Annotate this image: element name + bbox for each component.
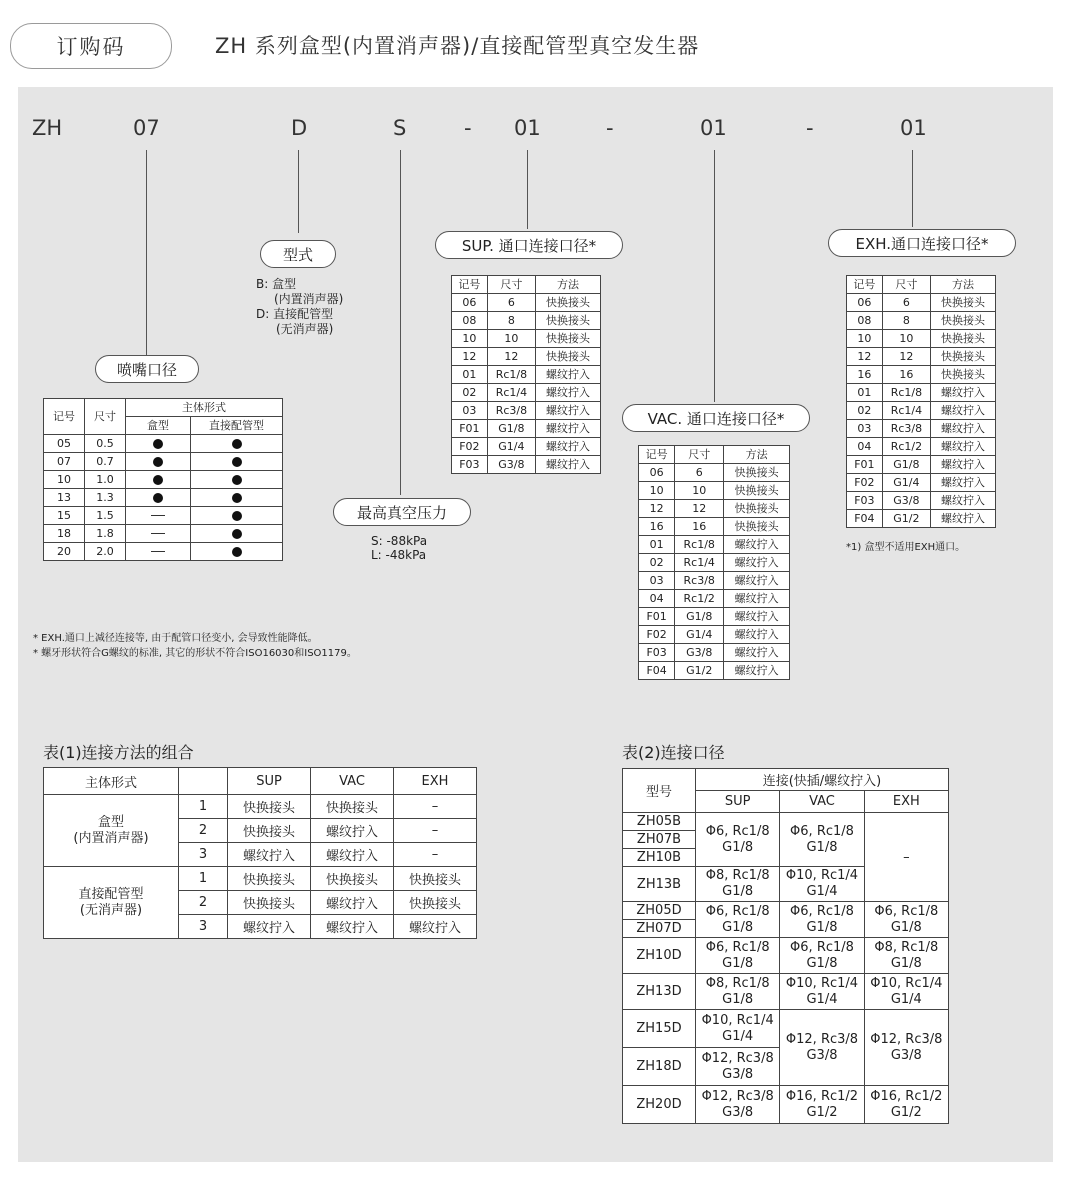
available-dot-icon xyxy=(153,475,163,485)
sup-table-row: F02 G1/4 螺纹拧入 xyxy=(452,438,601,456)
sup-table-row: 12 12 快换接头 xyxy=(452,348,601,366)
code-vac: 01 xyxy=(700,116,727,140)
page-title: ZH 系列盒型(内置消声器)/直接配管型真空发生器 xyxy=(215,34,700,58)
vac-table-row: F03 G3/8 螺纹拧入 xyxy=(639,644,790,662)
nozzle-table: 记号 尺寸 主体形式 盒型 直接配管型 05 0.5 07 0.7 10 1.0 13 1.3 15 1.5 18 1.8 20 2.0 xyxy=(43,398,283,561)
sup-table-header-row: 记号 尺寸 方法 xyxy=(452,276,601,294)
exh-port-table xyxy=(846,275,996,528)
exh-label: EXH.通口连接口径* xyxy=(828,229,1016,257)
exh-table-row: 12 12 快换接头 xyxy=(847,348,996,366)
exh-table-row: F02 G1/4 螺纹拧入 xyxy=(847,474,996,492)
sup-table-row: 01 Rc1/8 螺纹拧入 xyxy=(452,366,601,384)
exh-table-row: F03 G3/8 螺纹拧入 xyxy=(847,492,996,510)
order-code-badge: 订购码 xyxy=(10,23,172,69)
available-dot-icon xyxy=(153,493,163,503)
unavailable-dash-icon xyxy=(151,533,165,534)
type-label: 型式 xyxy=(260,240,336,268)
vac-table-row: 12 12 快换接头 xyxy=(639,500,790,518)
available-dot-icon xyxy=(153,439,163,449)
nozzle-row: 05 0.5 xyxy=(44,435,283,453)
vac-label: VAC. 通口连接口径* xyxy=(622,404,810,432)
table1-title: 表(1)连接方法的组合 xyxy=(43,743,194,762)
exh-table-row: 01 Rc1/8 螺纹拧入 xyxy=(847,384,996,402)
vac-table-header-row: 记号 尺寸 方法 xyxy=(639,446,790,464)
table2-title: 表(2)连接口径 xyxy=(622,743,725,762)
exh-table-header-row: 记号 尺寸 方法 xyxy=(847,276,996,294)
sup-table-row: 08 8 快换接头 xyxy=(452,312,601,330)
code-dash-2: - xyxy=(606,116,614,140)
available-dot-icon xyxy=(153,457,163,467)
code-dash-3: - xyxy=(806,116,814,140)
vac-table-row: F04 G1/2 螺纹拧入 xyxy=(639,662,790,680)
nozzle-row: 07 0.7 xyxy=(44,453,283,471)
sup-table-row: F03 G3/8 螺纹拧入 xyxy=(452,456,601,474)
vac-connector-line xyxy=(714,150,715,402)
code-vacuum: S xyxy=(393,116,407,140)
available-dot-icon xyxy=(232,547,242,557)
sup-table-row: 10 10 快换接头 xyxy=(452,330,601,348)
exh-table-row: 03 Rc3/8 螺纹拧入 xyxy=(847,420,996,438)
vac-port-table xyxy=(638,445,790,680)
exh-table-row: 16 16 快换接头 xyxy=(847,366,996,384)
exh-footnote: *1) 盒型不适用EXH通口。 xyxy=(846,542,966,553)
exh-table-row: 02 Rc1/4 螺纹拧入 xyxy=(847,402,996,420)
sup-table-row: 03 Rc3/8 螺纹拧入 xyxy=(452,402,601,420)
sup-connector-line xyxy=(527,150,528,229)
vac-table-row: F02 G1/4 螺纹拧入 xyxy=(639,626,790,644)
exh-table-row: 10 10 快换接头 xyxy=(847,330,996,348)
note-1: * EXH.通口上减径连接等, 由于配管口径变小, 会导致性能降低。 xyxy=(33,633,318,644)
nozzle-row: 18 1.8 xyxy=(44,525,283,543)
exh-table-row: F04 G1/2 螺纹拧入 xyxy=(847,510,996,528)
available-dot-icon xyxy=(232,511,242,521)
vac-table-row: 06 6 快换接头 xyxy=(639,464,790,482)
vac-table-row: 01 Rc1/8 螺纹拧入 xyxy=(639,536,790,554)
vac-table-row: 03 Rc3/8 螺纹拧入 xyxy=(639,572,790,590)
exh-connector-line xyxy=(912,150,913,227)
sup-table-row: F01 G1/8 螺纹拧入 xyxy=(452,420,601,438)
exh-table-row: 08 8 快换接头 xyxy=(847,312,996,330)
exh-table-row: F01 G1/8 螺纹拧入 xyxy=(847,456,996,474)
vac-table-row: 16 16 快换接头 xyxy=(639,518,790,536)
code-series: ZH xyxy=(32,116,63,140)
code-type: D xyxy=(291,116,308,140)
nozzle-connector-line xyxy=(146,150,147,355)
available-dot-icon xyxy=(232,457,242,467)
vac-table-row: F01 G1/8 螺纹拧入 xyxy=(639,608,790,626)
nozzle-row: 10 1.0 xyxy=(44,471,283,489)
table2: 型号 连接(快插/螺纹拧入) SUP VAC EXH ZH05B Φ6, Rc1/8 G1/8 Φ6, Rc1/8 G1/8 – ZH07B ZH10B ZH13B Φ8, Rc1/8 G1/8 Φ10, Rc1/4 G1/4 ZH05D Φ6, Rc1/8 G1/8 Φ6, Rc1/8 G1/8 Φ6, Rc1/8 G1/8 ZH07D ZH10D Φ6, Rc1/8 G1/8 Φ6, Rc1/8 G1/8 Φ8, Rc1/8 G1/8 ZH13D Φ8, Rc1/8 G1/8 Φ10, Rc1/4 G1/4 Φ10, Rc1/4 G1/4 ZH15D Φ10, Rc1/4 G1/4 Φ12, Rc3/8 G3/8 Φ12, Rc3/8 G3/8 ZH18D Φ12, Rc3/8 G3/8 ZH20D Φ12, Rc3/8 G3/8 Φ16, Rc1/2 G1/2 Φ16, Rc1/2 G1/2 xyxy=(622,768,949,1124)
vacuum-connector-line xyxy=(400,150,401,495)
code-sup: 01 xyxy=(514,116,541,140)
note-2: * 螺牙形状符合G螺纹的标准, 其它的形状不符合ISO16030和ISO1179。 xyxy=(33,648,357,659)
unavailable-dash-icon xyxy=(151,551,165,552)
table1: 主体形式 SUP VAC EXH 盒型 (内置消声器) 1 快换接头 快换接头 – 2 快换接头 螺纹拧入 – 3 螺纹拧入 螺纹拧入 – 直接配管型 (无消声器) 1 快换接头 快换接头 快换接头 2 快换接头 螺纹拧入 快换接头 3 螺纹拧入 螺纹拧入 螺纹拧入 xyxy=(43,767,477,939)
code-nozzle: 07 xyxy=(133,116,160,140)
available-dot-icon xyxy=(232,475,242,485)
sup-port-table xyxy=(451,275,601,474)
vacuum-label: 最高真空压力 xyxy=(333,498,471,526)
code-dash-1: - xyxy=(464,116,472,140)
type-options: B: 盒型 (内置消声器) D: 直接配管型 (无消声器) xyxy=(256,277,344,336)
vacuum-options: S: -88kPa L: -48kPa xyxy=(371,534,428,562)
vac-table-row: 04 Rc1/2 螺纹拧入 xyxy=(639,590,790,608)
vac-table-row: 02 Rc1/4 螺纹拧入 xyxy=(639,554,790,572)
unavailable-dash-icon xyxy=(151,515,165,516)
available-dot-icon xyxy=(232,529,242,539)
nozzle-row: 20 2.0 xyxy=(44,543,283,561)
exh-table-row: 06 6 快换接头 xyxy=(847,294,996,312)
vac-table-row: 10 10 快换接头 xyxy=(639,482,790,500)
code-exh: 01 xyxy=(900,116,927,140)
nozzle-row: 13 1.3 xyxy=(44,489,283,507)
available-dot-icon xyxy=(232,439,242,449)
available-dot-icon xyxy=(232,493,242,503)
nozzle-label: 喷嘴口径 xyxy=(95,355,199,383)
sup-table-row: 06 6 快换接头 xyxy=(452,294,601,312)
nozzle-row: 15 1.5 xyxy=(44,507,283,525)
type-connector-line xyxy=(298,150,299,233)
sup-table-row: 02 Rc1/4 螺纹拧入 xyxy=(452,384,601,402)
sup-label: SUP. 通口连接口径* xyxy=(435,231,623,259)
exh-table-row: 04 Rc1/2 螺纹拧入 xyxy=(847,438,996,456)
